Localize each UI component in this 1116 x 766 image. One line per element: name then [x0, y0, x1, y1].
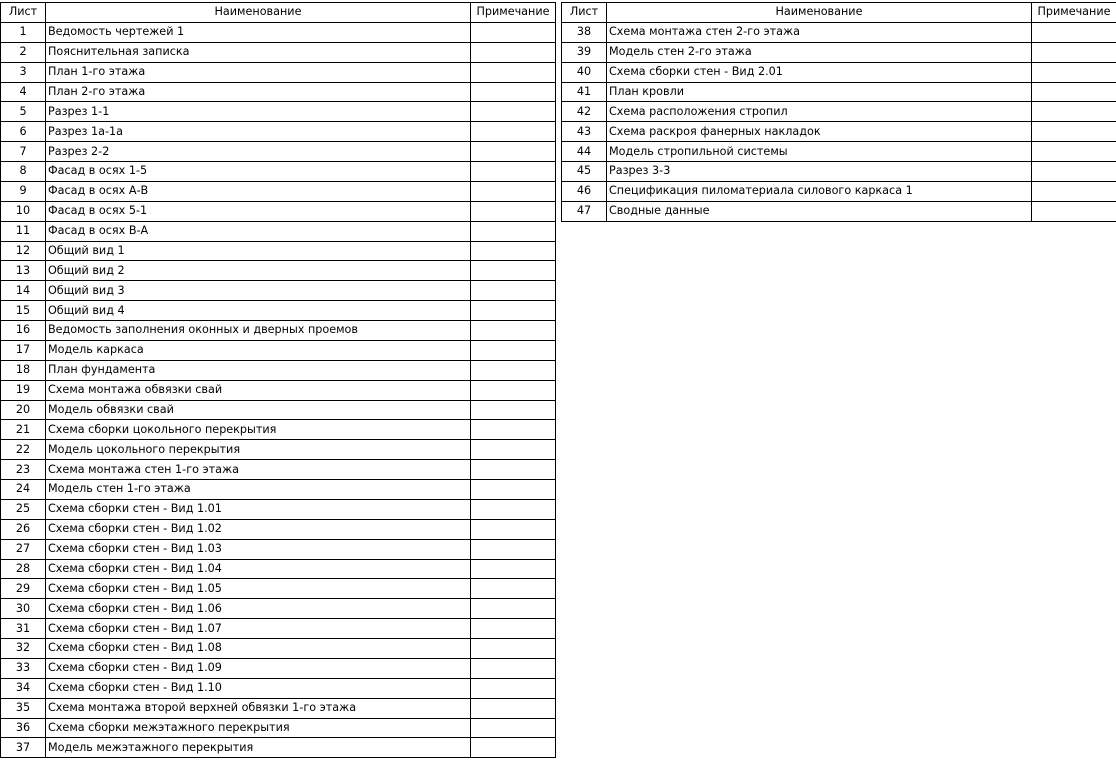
sheet-name-cell: Схема сборки стен - Вид 1.10 — [46, 678, 471, 698]
sheet-number-cell: 25 — [1, 499, 46, 519]
sheet-number-cell: 21 — [1, 420, 46, 440]
sheet-number-cell: 15 — [1, 301, 46, 321]
drawing-list-table-right — [561, 2, 1116, 222]
table-row — [1, 440, 556, 460]
note-cell — [1032, 181, 1116, 201]
note-cell — [1032, 62, 1116, 82]
table-row — [562, 82, 1116, 102]
sheet-name-cell: Схема расположения стропил — [607, 102, 1032, 122]
table-row — [562, 102, 1116, 122]
sheet-column-header: Лист — [1, 3, 46, 23]
sheet-number-cell: 22 — [1, 440, 46, 460]
table-row — [562, 181, 1116, 201]
sheet-number-cell: 9 — [1, 181, 46, 201]
sheet-name-cell: Схема сборки цокольного перекрытия — [46, 420, 471, 440]
table-row — [1, 658, 556, 678]
sheet-name-cell: Схема сборки стен - Вид 1.03 — [46, 539, 471, 559]
sheet-number-cell: 37 — [1, 738, 46, 758]
drawing-list-table-left — [0, 2, 556, 758]
sheet-name-cell: Ведомость чертежей 1 — [46, 22, 471, 42]
sheet-name-cell: План фундамента — [46, 360, 471, 380]
sheet-name-cell: Схема сборки межэтажного перекрытия — [46, 718, 471, 738]
sheet-name-cell: Общий вид 2 — [46, 261, 471, 281]
note-cell — [471, 420, 556, 440]
note-cell — [471, 162, 556, 182]
sheet-name-cell: Схема сборки стен - Вид 1.05 — [46, 579, 471, 599]
sheet-name-cell: Сводные данные — [607, 201, 1032, 221]
sheet-number-cell: 30 — [1, 599, 46, 619]
sheet-number-cell: 13 — [1, 261, 46, 281]
note-cell — [471, 42, 556, 62]
table-row — [1, 639, 556, 659]
table-row — [1, 619, 556, 639]
sheet-number-cell: 10 — [1, 201, 46, 221]
table-row — [1, 181, 556, 201]
note-cell — [471, 281, 556, 301]
sheet-name-cell: Модель цокольного перекрытия — [46, 440, 471, 460]
table-row — [1, 62, 556, 82]
sheet-name-cell: План кровли — [607, 82, 1032, 102]
table-row — [1, 22, 556, 42]
table-row — [562, 122, 1116, 142]
sheet-column-header: Лист — [562, 3, 607, 23]
note-cell — [471, 678, 556, 698]
note-column-header: Примечание — [471, 3, 556, 23]
sheet-name-cell: Пояснительная записка — [46, 42, 471, 62]
sheet-number-cell: 39 — [562, 42, 607, 62]
note-cell — [471, 142, 556, 162]
sheet-number-cell: 27 — [1, 539, 46, 559]
note-column-header: Примечание — [1032, 3, 1116, 23]
sheet-number-cell: 34 — [1, 678, 46, 698]
name-column-header: Наименование — [607, 3, 1032, 23]
table-row — [1, 122, 556, 142]
note-cell — [1032, 142, 1116, 162]
note-cell — [471, 201, 556, 221]
sheet-number-cell: 35 — [1, 698, 46, 718]
sheet-number-cell: 19 — [1, 380, 46, 400]
sheet-name-cell: Общий вид 4 — [46, 301, 471, 321]
note-cell — [471, 738, 556, 758]
note-cell — [471, 619, 556, 639]
table-row — [562, 201, 1116, 221]
table-row — [1, 102, 556, 122]
table-body — [562, 22, 1116, 221]
table-row — [562, 142, 1116, 162]
note-cell — [1032, 22, 1116, 42]
sheet-name-cell: Схема сборки стен - Вид 1.06 — [46, 599, 471, 619]
table-row — [1, 241, 556, 261]
sheet-number-cell: 7 — [1, 142, 46, 162]
sheet-name-cell: Фасад в осях 1-5 — [46, 162, 471, 182]
table-row — [1, 460, 556, 480]
note-cell — [471, 559, 556, 579]
sheet-number-cell: 2 — [1, 42, 46, 62]
sheet-number-cell: 44 — [562, 142, 607, 162]
table-row — [1, 400, 556, 420]
note-cell — [471, 539, 556, 559]
note-cell — [471, 400, 556, 420]
table-row — [1, 480, 556, 500]
sheet-name-cell: Общий вид 3 — [46, 281, 471, 301]
table-row — [1, 42, 556, 62]
sheet-number-cell: 3 — [1, 62, 46, 82]
sheet-name-cell: Модель межэтажного перекрытия — [46, 738, 471, 758]
note-cell — [471, 82, 556, 102]
sheet-name-cell: Фасад в осях В-А — [46, 221, 471, 241]
note-cell — [471, 321, 556, 341]
sheet-number-cell: 26 — [1, 519, 46, 539]
sheet-name-cell: Общий вид 1 — [46, 241, 471, 261]
sheet-name-cell: План 2-го этажа — [46, 82, 471, 102]
sheet-name-cell: Разрез 3-3 — [607, 162, 1032, 182]
sheet-name-cell: Модель каркаса — [46, 340, 471, 360]
sheet-number-cell: 45 — [562, 162, 607, 182]
sheet-number-cell: 31 — [1, 619, 46, 639]
sheet-number-cell: 17 — [1, 340, 46, 360]
note-cell — [471, 698, 556, 718]
note-cell — [471, 122, 556, 142]
header-row — [562, 3, 1116, 23]
sheet-name-cell: Схема сборки стен - Вид 1.08 — [46, 639, 471, 659]
table-row — [1, 539, 556, 559]
sheet-number-cell: 6 — [1, 122, 46, 142]
table-body — [1, 22, 556, 757]
sheet-name-cell: Схема сборки стен - Вид 1.04 — [46, 559, 471, 579]
sheet-name-cell: Ведомость заполнения оконных и дверных проемов — [46, 321, 471, 341]
sheet-name-cell: Разрез 1-1 — [46, 102, 471, 122]
note-cell — [471, 440, 556, 460]
table-row — [1, 559, 556, 579]
sheet-number-cell: 14 — [1, 281, 46, 301]
sheet-number-cell: 38 — [562, 22, 607, 42]
note-cell — [471, 241, 556, 261]
table-row — [1, 82, 556, 102]
table-row — [1, 599, 556, 619]
table-row — [1, 301, 556, 321]
sheet-number-cell: 4 — [1, 82, 46, 102]
sheet-number-cell: 8 — [1, 162, 46, 182]
sheet-number-cell: 47 — [562, 201, 607, 221]
table-row — [1, 499, 556, 519]
sheet-number-cell: 1 — [1, 22, 46, 42]
table-row — [1, 380, 556, 400]
note-cell — [471, 460, 556, 480]
note-cell — [471, 639, 556, 659]
note-cell — [471, 360, 556, 380]
sheet-number-cell: 11 — [1, 221, 46, 241]
sheet-name-cell: Схема сборки стен - Вид 1.09 — [46, 658, 471, 678]
note-cell — [471, 658, 556, 678]
note-cell — [471, 221, 556, 241]
note-cell — [471, 579, 556, 599]
note-cell — [471, 599, 556, 619]
sheet-number-cell: 5 — [1, 102, 46, 122]
table-row — [1, 261, 556, 281]
table-row — [1, 281, 556, 301]
note-cell — [471, 499, 556, 519]
table-row — [1, 321, 556, 341]
sheet-name-cell: Схема монтажа стен 2-го этажа — [607, 22, 1032, 42]
sheet-name-cell: Разрез 1а-1а — [46, 122, 471, 142]
note-cell — [471, 102, 556, 122]
sheet-number-cell: 42 — [562, 102, 607, 122]
sheet-number-cell: 32 — [1, 639, 46, 659]
table-row — [1, 162, 556, 182]
table-row — [1, 221, 556, 241]
sheet-number-cell: 12 — [1, 241, 46, 261]
note-cell — [471, 519, 556, 539]
table-row — [1, 142, 556, 162]
table-row — [562, 42, 1116, 62]
table-row — [1, 698, 556, 718]
sheet-name-cell: Схема сборки стен - Вид 2.01 — [607, 62, 1032, 82]
table-row — [1, 420, 556, 440]
sheet-number-cell: 36 — [1, 718, 46, 738]
sheet-name-cell: Схема сборки стен - Вид 1.01 — [46, 499, 471, 519]
table-row — [1, 579, 556, 599]
sheet-name-cell: Схема сборки стен - Вид 1.07 — [46, 619, 471, 639]
sheet-number-cell: 40 — [562, 62, 607, 82]
table-row — [1, 718, 556, 738]
sheet-name-cell: Спецификация пиломатериала силового каркаса 1 — [607, 181, 1032, 201]
header-row — [1, 3, 556, 23]
table-row — [1, 519, 556, 539]
name-column-header: Наименование — [46, 3, 471, 23]
sheet-number-cell: 29 — [1, 579, 46, 599]
table-row — [1, 340, 556, 360]
sheet-name-cell: Модель стен 1-го этажа — [46, 480, 471, 500]
note-cell — [1032, 82, 1116, 102]
sheet-name-cell: Схема монтажа обвязки свай — [46, 380, 471, 400]
sheet-number-cell: 20 — [1, 400, 46, 420]
sheet-name-cell: Схема монтажа второй верхней обвязки 1-го этажа — [46, 698, 471, 718]
sheet-name-cell: Схема раскроя фанерных накладок — [607, 122, 1032, 142]
note-cell — [471, 340, 556, 360]
sheet-name-cell: Схема сборки стен - Вид 1.02 — [46, 519, 471, 539]
table-row — [1, 678, 556, 698]
sheet-name-cell: Разрез 2-2 — [46, 142, 471, 162]
note-cell — [471, 718, 556, 738]
sheet-number-cell: 43 — [562, 122, 607, 142]
table-row — [1, 201, 556, 221]
sheet-name-cell: Модель обвязки свай — [46, 400, 471, 420]
sheet-number-cell: 16 — [1, 321, 46, 341]
note-cell — [471, 301, 556, 321]
note-cell — [471, 480, 556, 500]
note-cell — [1032, 42, 1116, 62]
sheet-number-cell: 46 — [562, 181, 607, 201]
sheet-number-cell: 33 — [1, 658, 46, 678]
sheet-name-cell: Модель стен 2-го этажа — [607, 42, 1032, 62]
sheet-name-cell: Схема монтажа стен 1-го этажа — [46, 460, 471, 480]
sheet-name-cell: Фасад в осях 5-1 — [46, 201, 471, 221]
note-cell — [1032, 102, 1116, 122]
table-row — [1, 738, 556, 758]
sheet-number-cell: 28 — [1, 559, 46, 579]
sheet-number-cell: 18 — [1, 360, 46, 380]
note-cell — [1032, 162, 1116, 182]
sheet-name-cell: Фасад в осях А-В — [46, 181, 471, 201]
table-row — [562, 62, 1116, 82]
note-cell — [471, 22, 556, 42]
table-row — [1, 360, 556, 380]
sheet-number-cell: 23 — [1, 460, 46, 480]
note-cell — [471, 181, 556, 201]
sheet-number-cell: 24 — [1, 480, 46, 500]
note-cell — [1032, 122, 1116, 142]
note-cell — [1032, 201, 1116, 221]
sheet-name-cell: Модель стропильной системы — [607, 142, 1032, 162]
sheet-name-cell: План 1-го этажа — [46, 62, 471, 82]
note-cell — [471, 380, 556, 400]
note-cell — [471, 261, 556, 281]
sheet-number-cell: 41 — [562, 82, 607, 102]
note-cell — [471, 62, 556, 82]
table-row — [562, 22, 1116, 42]
table-row — [562, 162, 1116, 182]
